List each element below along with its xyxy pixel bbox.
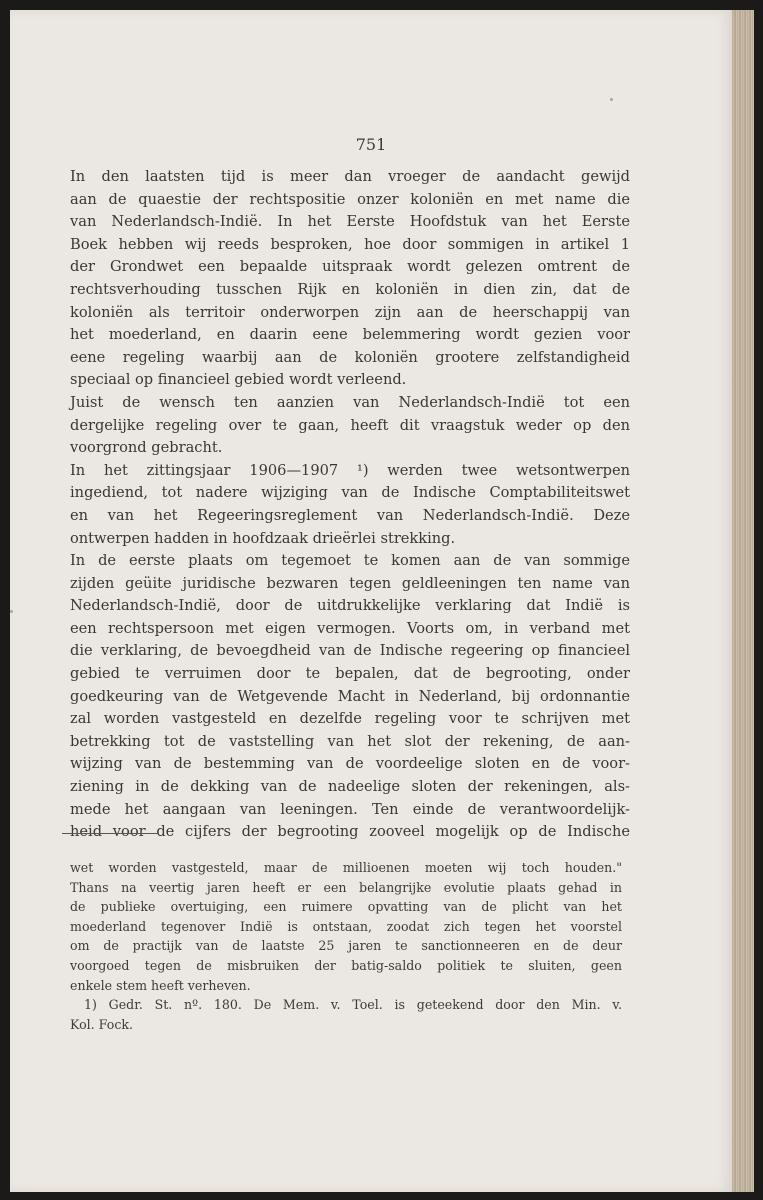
text-line: heid voor de cijfers der begrooting zooveel mogelijk op de Indische — [70, 823, 630, 841]
text-line: goedkeuring van de Wetgevende Macht in Nederland, bij ordonnantie — [70, 687, 630, 705]
text-line: en van het Regeeringsreglement van Nederlandsch-Indië. Deze — [70, 506, 630, 524]
text-line: wijzing van de bestemming van de voordeelige sloten en de voor- — [70, 755, 630, 773]
footnote-line: de publieke overtuiging, een ruimere opvatting van de plicht van het — [70, 899, 622, 915]
book-page — [10, 10, 732, 1192]
footnote-line: wet worden vastgesteld, maar de millioenen moeten wij toch houden." — [70, 860, 622, 875]
text-line: die verklaring, de bevoegdheid van de Indische regeering op financieel — [70, 642, 630, 660]
text-line: aan de quaestie der rechtspositie onzer koloniën en met name die — [70, 190, 630, 208]
text-line: zijden geüite juridische bezwaren tegen geldleeningen ten name van — [70, 574, 630, 592]
footnote-line: enkele stem heeft verheven. — [70, 977, 251, 993]
text-line: ziening in de dekking van de nadeelige sloten der rekeningen, als- — [70, 778, 630, 796]
text-line: In de eerste plaats om tegemoet te komen aan de van sommige — [70, 552, 630, 570]
text-line: Nederlandsch-Indië, door de uitdrukkelijke verklaring dat Indië is — [70, 597, 630, 615]
text-line: ontwerpen hadden in hoofdzaak drieërlei strekking. — [70, 529, 456, 547]
text-line: rechtsverhouding tusschen Rijk en koloniën in dien zin, dat de — [70, 280, 630, 298]
footnote-line: voorgoed tegen de misbruiken der batig-saldo politiek te sluiten, geen — [70, 957, 622, 973]
footnote-line: Kol. Fock. — [70, 1016, 134, 1032]
text-line: mede het aangaan van leeningen. Ten einde de verantwoordelijk- — [70, 800, 630, 818]
footnote-divider — [62, 833, 158, 834]
text-line: koloniën als territoir onderworpen zijn aan de heerschappij van — [70, 303, 630, 321]
footnote-line: om de practijk van de laatste 25 jaren te sanctionneeren en de deur — [70, 938, 622, 954]
text-line: zal worden vastgesteld en dezelfde regeling voor te schrijven met — [70, 710, 630, 728]
text-line: ingediend, tot nadere wijziging van de Indische Comptabiliteitswet — [70, 484, 630, 502]
text-line: betrekking tot de vaststelling van het slot der rekening, de aan- — [70, 732, 630, 750]
paper-speck — [10, 610, 13, 613]
footnote-line: moederland tegenover Indië is ontstaan, zoodat zich tegen het voorstel — [70, 918, 622, 934]
paper-speck — [610, 98, 613, 101]
text-line: speciaal op financieel gebied wordt verleend. — [70, 371, 407, 389]
page-edges — [732, 10, 754, 1192]
page-number: 751 — [355, 135, 387, 154]
text-line: voorgrond gebracht. — [70, 439, 223, 457]
text-line: der Grondwet een bepaalde uitspraak wordt gelezen omtrent de — [70, 258, 630, 276]
text-line: gebied te verruimen door te bepalen, dat de begrooting, onder — [70, 665, 630, 683]
text-line: Boek hebben wij reeds besproken, hoe door sommigen in artikel 1 — [70, 235, 630, 253]
text-line: Juist de wensch ten aanzien van Nederlandsch-Indië tot een — [70, 393, 630, 411]
footnote-line: Thans na veertig jaren heeft er een belangrijke evolutie plaats gehad in — [70, 879, 622, 895]
text-line: In het zittingsjaar 1906—1907 ¹) werden twee wetsontwerpen — [70, 461, 630, 479]
text-line: eene regeling waarbij aan de koloniën grootere zelfstandigheid — [70, 348, 630, 366]
text-line: van Nederlandsch-Indië. In het Eerste Hoofdstuk van het Eerste — [70, 213, 630, 231]
text-line: het moederland, en daarin eene belemmering wordt gezien voor — [70, 326, 630, 344]
main-text — [70, 166, 630, 844]
text-line: dergelijke regeling over te gaan, heeft dit vraagstuk weder op den — [70, 416, 630, 434]
footnotes — [70, 858, 622, 1034]
text-line: In den laatsten tijd is meer dan vroeger de aandacht gewijd — [70, 168, 630, 185]
text-line: een rechtspersoon met eigen vermogen. Voorts om, in verband met — [70, 619, 630, 637]
footnote-line: 1) Gedr. St. nº. 180. De Mem. v. Toel. is geteekend door den Min. v. — [84, 997, 622, 1013]
